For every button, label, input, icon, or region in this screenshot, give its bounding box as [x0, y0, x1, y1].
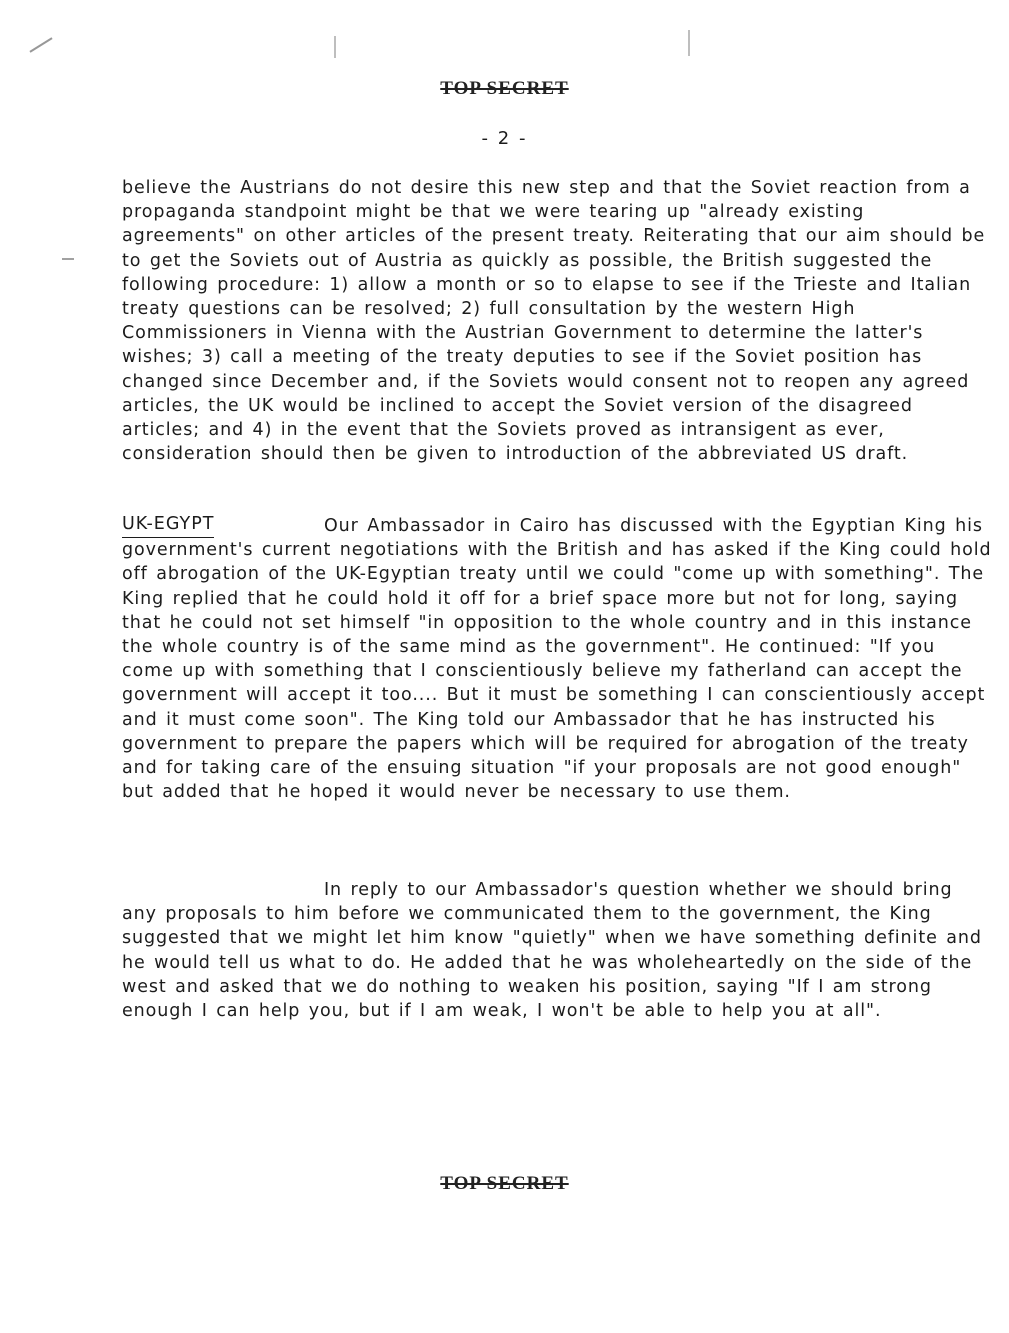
scan-mark: [62, 258, 74, 260]
classification-footer: TOP SECRET: [440, 1173, 569, 1194]
paragraph-uk-egypt: Our Ambassador in Cairo has discussed with the Egyptian King his government's current negotiations with the British and has asked if the King could hold off abrogation of the UK-Egyptian treaty until we could "come up with something". The King replied that he could hold it off for a brief space more but not for long, saying that he could not set himself "in opposition to the whole country and in this instance the whole country is of the same mind as the government". He continued: "If you come up with something that I conscientiously believe my fatherland can accept the government will accept it too.... But it must be something I can conscientiously accept and it must come soon". The King told our Ambassador that he has instructed his government to prepare the papers which will be required for abrogation of the treaty and for taking care of the ensuing situation "if your proposals are not good enough" but added that he hoped it would never be necessary to use them.: [122, 516, 992, 803]
scan-mark: [688, 30, 690, 56]
section-heading-uk-egypt: UK-EGYPT: [122, 514, 214, 538]
scan-mark: [334, 36, 336, 58]
paragraph-austria-treaty: believe the Austrians do not desire this new step and that the Soviet reaction from a propaganda standpoint might be that we were tearing up "already existing agreements" on other articles of the present treaty. Reiterating that our aim should be to get the Soviets out of Austria as quickly as possible, the British suggested the following procedure: 1) allow a month or so to elapse to see if the Trieste and Italian treaty questions can be resolved; 2) full consultation by the western High Commissioners in Vienna with the Austrian Government to determine the latter's wishes; 3) call a meeting of the treaty deputies to see if the Soviet position has changed since December and, if the Soviets would consent not to reopen any agreed articles, the UK would be inclined to accept the Soviet version of the disagreed articles; and 4) in the event that the Soviets proved as intransigent as ever, consideration should then be given to introduction of the abbreviated US draft.: [122, 178, 986, 465]
scan-mark: [29, 37, 52, 52]
classification-header: TOP SECRET: [440, 78, 569, 99]
paragraph-king-reply: In reply to our Ambassador's question whether we should bring any proposals to him before we communicated them to the government, the King suggested that we might let him know "quietly" when we have something definite and he would tell us what to do. He added that he was wholeheartedly on the side of the west and asked that we do nothing to weaken his position, saying "If I am strong enough I can help you, but if I am weak, I won't be able to help you at all".: [122, 880, 982, 1022]
page-number: - 2 -: [481, 128, 528, 149]
